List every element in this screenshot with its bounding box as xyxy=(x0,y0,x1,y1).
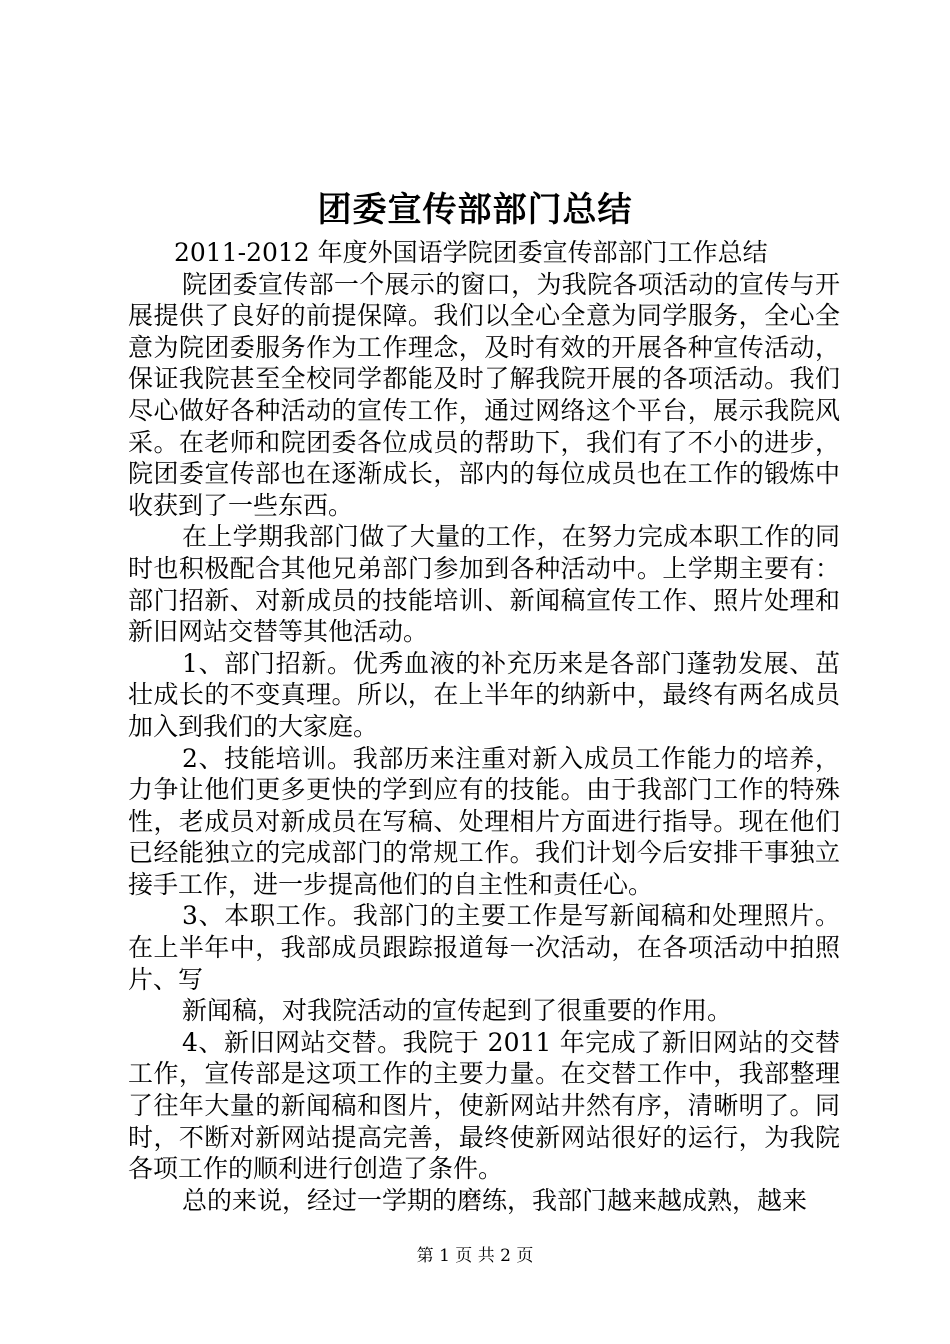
paragraph-training: 2、技能培训。我部历来注重对新入成员工作能力的培养，力争让他们更多更快的学到应有的技能。由于我部门工作的特殊性，老成员对新成员在写稿、处理相片方面进行指导。现在他们已经能独立的完成部门的常规工作。我们计划今后安排干事独立接手工作，进一步提高他们的自主性和责任心。 xyxy=(128,743,840,899)
document-body xyxy=(128,237,840,1216)
paragraph-summary: 总的来说，经过一学期的磨练，我部门越来越成熟，越来 xyxy=(182,1185,808,1215)
document-subtitle: 2011-2012 年度外国语学院团委宣传部部门工作总结 xyxy=(174,238,768,267)
paragraph-recruitment: 1、部门招新。优秀血液的补充历来是各部门蓬勃发展、茁壮成长的不变真理。所以，在上半年的纳新中，最终有两名成员加入到我们的大家庭。 xyxy=(128,648,840,741)
paragraph-website: 4、新旧网站交替。我院于 2011 年完成了新旧网站的交替工作，宣传部是这项工作的主要力量。在交替工作中，我部整理了往年大量的新闻稿和图片，使新网站井然有序，清晰明了。同时，不断对新网站提高完善，最终使新网站很好的运行，为我院各项工作的顺利进行创造了条件。 xyxy=(128,1027,840,1184)
paragraph-intro: 院团委宣传部一个展示的窗口，为我院各项活动的宣传与开展提供了良好的前提保障。我们以全心全意为同学服务，全心全意为院团委服务作为工作理念，及时有效的开展各种宣传活动，保证我院甚至全校同学都能及时了解我院开展的各项活动。我们尽心做好各种活动的宣传工作，通过网络这个平台，展示我院风采。在老师和院团委各位成员的帮助下，我们有了不小的进步，院团委宣传部也在逐渐成长，部内的每位成员也在工作的锻炼中收获到了一些东西。 xyxy=(128,269,840,520)
paragraph-last-semester: 在上学期我部门做了大量的工作，在努力完成本职工作的同时也积极配合其他兄弟部门参加到各种活动中。上学期主要有：部门招新、对新成员的技能培训、新闻稿宣传工作、照片处理和新旧网站交替等其他活动。 xyxy=(128,522,840,647)
paragraph-core-work: 3、本职工作。我部门的主要工作是写新闻稿和处理照片。在上半年中，我部成员跟踪报道每一次活动，在各项活动中拍照片、写 xyxy=(128,901,840,994)
page-number-footer: 第 1 页 共 2 页 xyxy=(416,1246,534,1266)
document-title: 团委宣传部部门总结 xyxy=(317,190,633,230)
paragraph-core-work-continued: 新闻稿，对我院活动的宣传起到了很重要的作用。 xyxy=(182,996,733,1026)
